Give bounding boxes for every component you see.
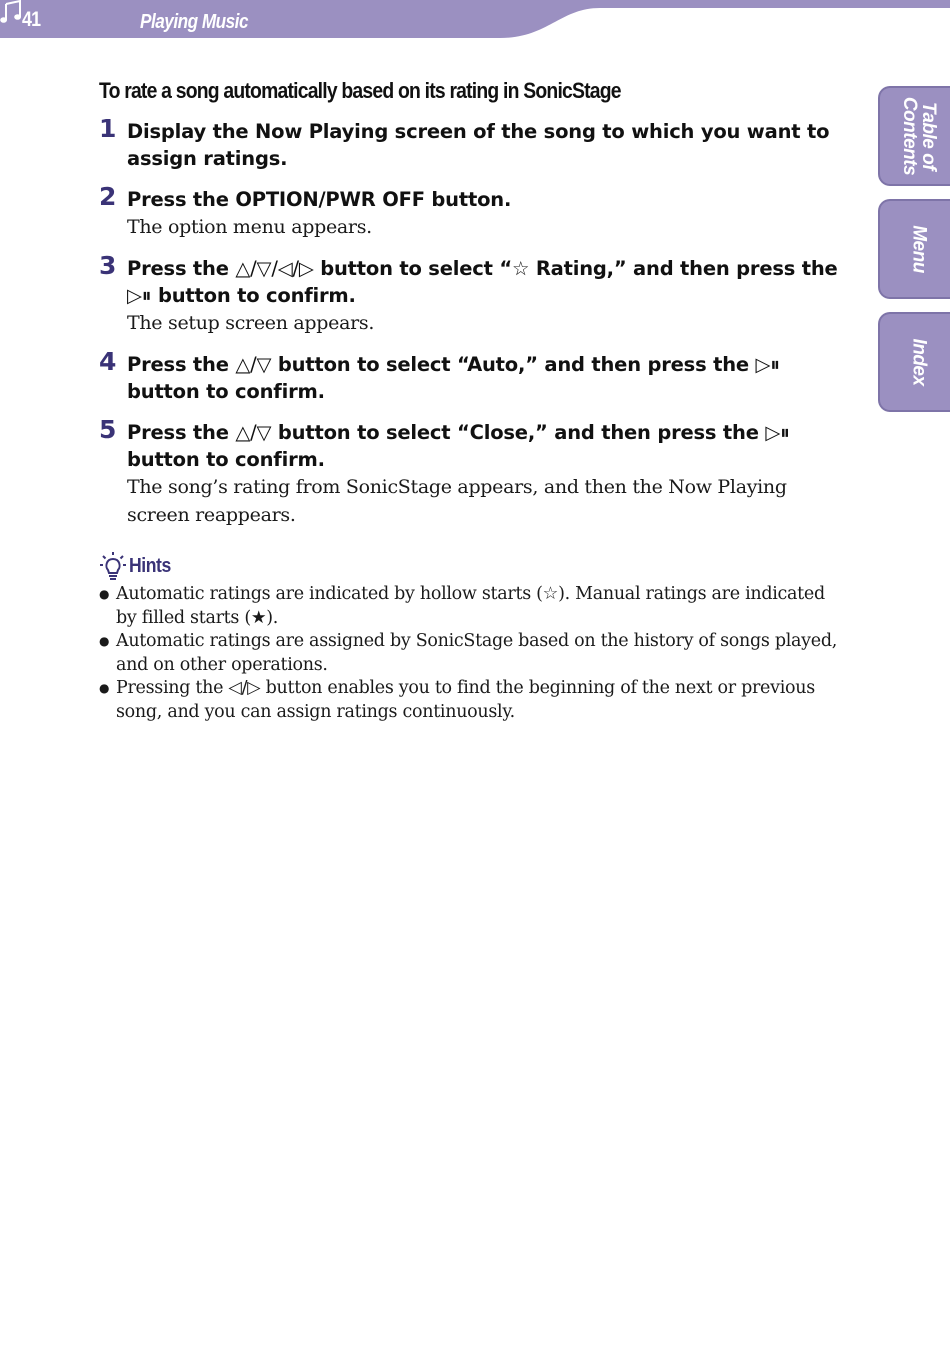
step-title (127, 419, 839, 473)
step-2 (99, 182, 839, 241)
step-3 (99, 251, 839, 337)
text-part: Rating,” and then press the (529, 257, 838, 280)
tab-index[interactable] (878, 312, 950, 412)
text-part: ). (266, 607, 279, 628)
text-part: Press the (127, 353, 236, 376)
up-down-buttons-icon: △/▽ (235, 353, 272, 376)
play-pause-icon: ▷⏸ (755, 353, 780, 376)
filled-star-icon: ★ (250, 607, 267, 628)
tab-index-label: Index (908, 338, 930, 386)
step-number: 2 (99, 182, 117, 211)
step-number: 1 (99, 114, 117, 143)
hollow-star-icon: ☆ (542, 584, 559, 604)
tab-menu[interactable] (878, 199, 950, 299)
hint-item (99, 630, 839, 677)
page-number: 41 (22, 8, 41, 31)
left-right-buttons-icon: ◁/▷ (228, 678, 261, 698)
hints-header (99, 551, 839, 581)
main-content (99, 78, 839, 724)
text-part: button enables you to find the beginning of the next or previous song, and you can assign ratings continuously. (116, 678, 815, 722)
hint-item (99, 583, 839, 630)
text-part: button to confirm. (127, 448, 325, 471)
music-note-icon (0, 0, 22, 24)
text-part: button to confirm. (127, 380, 325, 403)
text-part: button to select “ (313, 257, 512, 280)
tab-table-of-contents[interactable] (878, 86, 950, 186)
play-pause-icon: ▷⏸ (127, 284, 152, 307)
bullet-icon: ● (99, 681, 110, 695)
step-description: The song’s rating from SonicStage appears, and then the Now Playing screen reappears. (127, 476, 787, 526)
hint-item (99, 677, 839, 724)
procedure-heading: To rate a song automatically based on its rating in SonicStage (99, 78, 621, 103)
step-title: Display the Now Playing screen of the song to which you want to assign ratings. (127, 120, 830, 170)
hints-title: Hints (129, 554, 171, 577)
step-description: The setup screen appears. (127, 312, 375, 334)
step-4 (99, 347, 839, 405)
tab-table-of-contents-label: Table of Contents (899, 96, 939, 176)
text-part: button to confirm. (151, 284, 356, 307)
step-5 (99, 415, 839, 529)
step-title: Press the OPTION/PWR OFF button. (127, 188, 512, 211)
bullet-icon: ● (99, 634, 110, 648)
direction-buttons-icon: △/▽/◁/▷ (235, 257, 314, 280)
text-part: ). Manual ratings are indicated by filled starts ( (116, 584, 825, 628)
bullet-icon: ● (99, 587, 110, 601)
text-part: button to select “Auto,” and then press the (271, 353, 756, 376)
hollow-star-icon: ☆ (511, 257, 530, 280)
play-pause-icon: ▷⏸ (765, 421, 790, 444)
text-part: Automatic ratings are assigned by SonicStage based on the history of songs played, and on other operations. (116, 631, 837, 675)
up-down-buttons-icon: △/▽ (235, 421, 272, 444)
tab-menu-label: Menu (908, 225, 930, 273)
text-part: Press the (127, 421, 236, 444)
step-description: The option menu appears. (127, 216, 372, 238)
page-header (0, 0, 950, 40)
text-part: Automatic ratings are indicated by hollow starts ( (116, 584, 543, 604)
step-number: 4 (99, 347, 117, 376)
step-number: 3 (99, 251, 117, 280)
text-part: Press the (127, 257, 236, 280)
lightbulb-icon (99, 551, 127, 581)
step-number: 5 (99, 415, 117, 444)
step-title (127, 255, 839, 309)
step-1 (99, 114, 839, 172)
text-part: Pressing the (116, 678, 229, 698)
step-title (127, 351, 839, 405)
section-title: Playing Music (140, 11, 248, 33)
text-part: button to select “Close,” and then press the (271, 421, 766, 444)
